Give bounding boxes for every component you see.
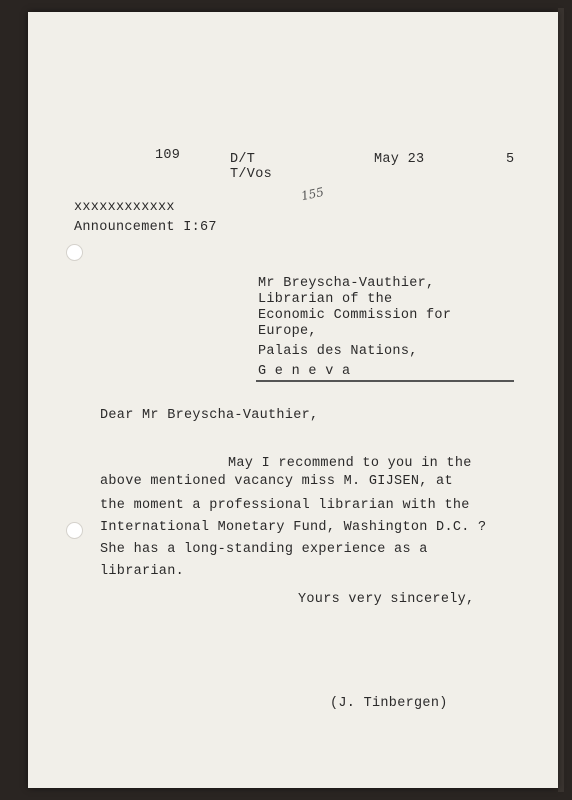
address-city: G e n e v a xyxy=(258,364,351,379)
page-edge xyxy=(558,8,564,792)
year-digit: 5 xyxy=(506,152,515,167)
reference-line-1: D/T xyxy=(230,152,256,167)
salutation: Dear Mr Breyscha-Vauthier, xyxy=(100,408,319,423)
closing: Yours very sincerely, xyxy=(298,592,475,607)
body-line-1: May I recommend to you in the xyxy=(228,456,472,471)
address-line-2: Librarian of the xyxy=(258,292,393,307)
handwritten-note: 155 xyxy=(299,184,326,204)
address-line-5: Palais des Nations, xyxy=(258,344,418,359)
struck-text: xxxxxxxxxxxx xyxy=(74,200,175,215)
letter-date: May 23 xyxy=(374,152,425,167)
address-underline xyxy=(256,380,514,382)
body-line-4: International Monetary Fund, Washington D.C. ? xyxy=(100,520,487,535)
address-line-1: Mr Breyscha-Vauthier, xyxy=(258,276,435,291)
body-line-3: the moment a professional librarian with the xyxy=(100,498,470,513)
signature: (J. Tinbergen) xyxy=(330,696,448,711)
punch-hole-bottom xyxy=(66,522,83,539)
reference-line-2: T/Vos xyxy=(230,167,273,182)
announcement-reference: Announcement I:67 xyxy=(74,220,217,235)
body-line-6: librarian. xyxy=(100,564,185,579)
address-line-3: Economic Commission for xyxy=(258,308,452,323)
body-line-5: She has a long-standing experience as a xyxy=(100,542,428,557)
reference-number: 109 xyxy=(155,148,181,163)
punch-hole-top xyxy=(66,244,83,261)
address-line-4: Europe, xyxy=(258,324,317,339)
letter-page xyxy=(28,12,558,788)
body-line-2: above mentioned vacancy miss M. GIJSEN, at xyxy=(100,474,453,489)
